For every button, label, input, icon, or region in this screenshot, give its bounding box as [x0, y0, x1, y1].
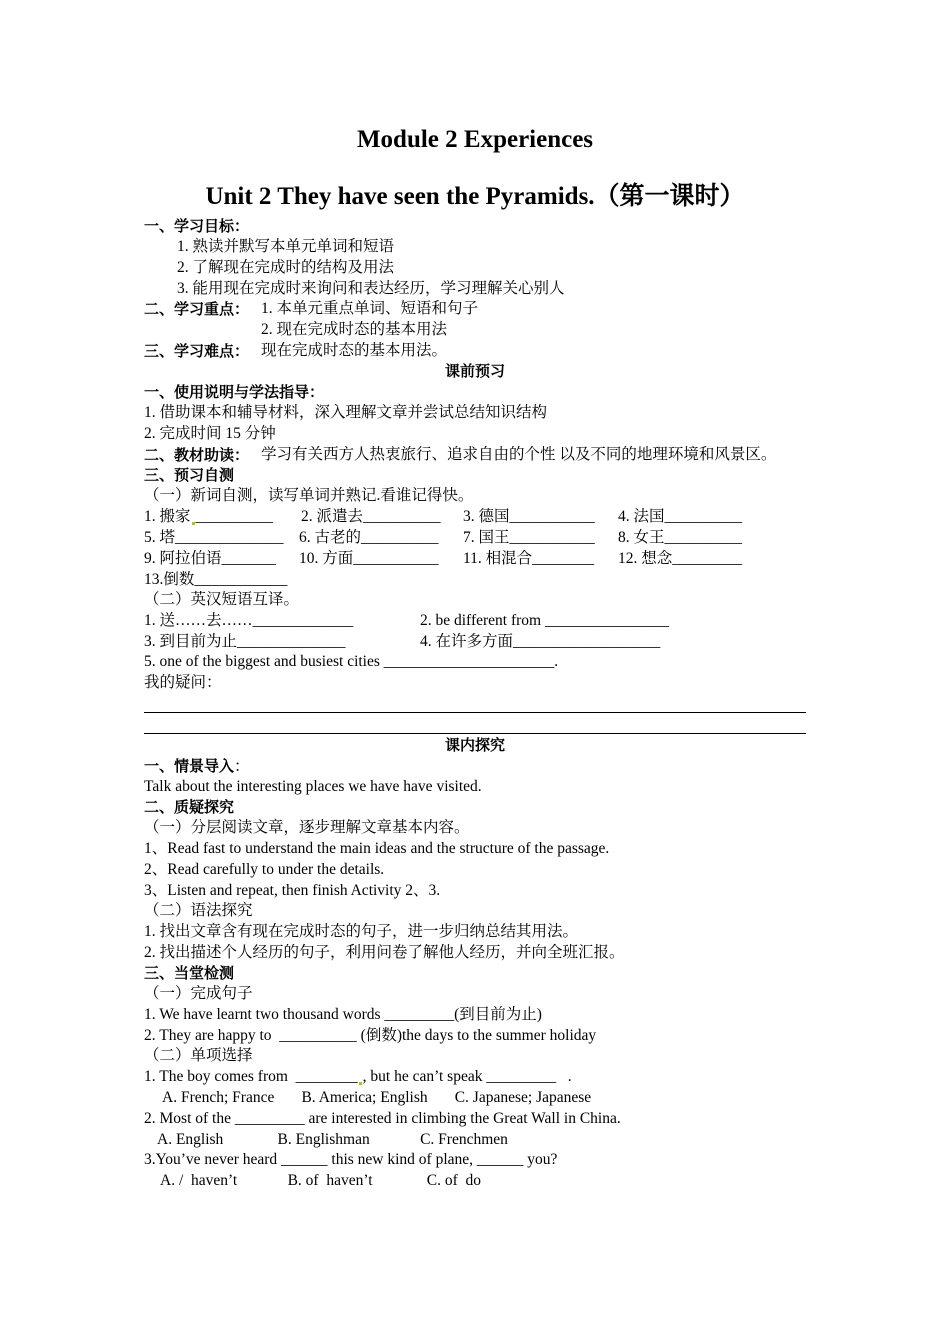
- test-heading: 三、当堂检测: [144, 964, 235, 982]
- vocab-item: 13.倒数____________: [144, 571, 288, 588]
- complete-item: 2. They are happy to __________ (倒数)the days to the summer holiday: [144, 1027, 597, 1044]
- objective-item: 2. 了解现在完成时的结构及用法: [177, 259, 395, 276]
- vocab-item: 8. 女王__________: [618, 529, 743, 546]
- phrase-item: 1. 送……去……_____________: [144, 612, 354, 629]
- guide-heading: 一、使用说明与学法指导：: [144, 383, 325, 401]
- vocab-item: 7. 国王___________: [463, 529, 595, 546]
- explore-heading: 二、质疑探究: [144, 798, 235, 816]
- phrase-item: 3. 到目前为止______________: [144, 633, 346, 650]
- reading-title: （一）分层阅读文章，逐步理解文章基本内容。: [144, 819, 470, 836]
- vocab-part-title: （一）新词自测，读写单词并熟记.看谁记得快。: [144, 487, 474, 504]
- objective-item: 1. 熟读并默写本单元单词和短语: [177, 238, 395, 255]
- material-text: 学习有关西方人热衷旅行、追求自由的个性 以及不同的地理环境和风景区。: [261, 446, 777, 463]
- key-points-heading: 二、学习重点：: [144, 300, 250, 318]
- selftest-heading: 三、预习自测: [144, 466, 235, 484]
- complete-title: （一）完成句子: [144, 985, 253, 1002]
- phrase-part-title: （二）英汉短语互译。: [144, 591, 300, 608]
- vocab-item: 11. 相混合________: [463, 550, 595, 567]
- vocab-item: 5. 塔______________: [144, 529, 284, 546]
- choice-options: A. English B. Englishman C. Frenchmen: [157, 1131, 508, 1148]
- unit-title: Unit 2 They have seen the Pyramids.（第一课时）: [205, 183, 745, 210]
- phrase-item: 4. 在许多方面___________________: [420, 633, 661, 650]
- choice-options: A. French; France B. America; English C. Japanese; Japanese: [162, 1089, 592, 1106]
- complete-item: 1. We have learnt two thousand words _________(到目前为止): [144, 1006, 542, 1023]
- module-title: Module 2 Experiences: [356, 126, 594, 153]
- green-mark-icon: [192, 522, 195, 525]
- difficulties-text: 现在完成时态的基本用法。: [261, 342, 448, 359]
- intro-text: Talk about the interesting places we have have visited.: [144, 778, 482, 795]
- material-heading: 二、教材助读：: [144, 446, 250, 464]
- questions-label: 我的疑问：: [144, 674, 222, 691]
- vocab-item: 3. 德国___________: [463, 508, 595, 525]
- difficulties-heading: 三、学习难点：: [144, 342, 250, 360]
- phrase-item: 5. one of the biggest and busiest cities ______________________.: [144, 653, 559, 670]
- grammar-item: 2. 找出描述个人经历的句子，利用问卷了解他人经历，并向全班汇报。: [144, 944, 625, 961]
- vocab-item: 2. 派遣去__________: [301, 508, 441, 525]
- key-point-item: 1. 本单元重点单词、短语和句子: [261, 300, 479, 317]
- grammar-title: （二）语法探究: [144, 902, 253, 919]
- preview-section-title: 课前预习: [444, 362, 505, 380]
- answer-line: [144, 712, 806, 713]
- vocab-item: 6. 古老的__________: [299, 529, 439, 546]
- choice-question: 2. Most of the _________ are interested in climbing the Great Wall in China.: [144, 1110, 621, 1127]
- vocab-item: 12. 想念_________: [618, 550, 743, 567]
- guide-item: 2. 完成时间 15 分钟: [144, 425, 276, 442]
- intro-heading: 一、情景导入：: [144, 757, 250, 775]
- choice-title: （二）单项选择: [144, 1047, 253, 1064]
- reading-item: 1、Read fast to understand the main ideas and the structure of the passage.: [144, 840, 610, 857]
- vocab-item: 10. 方面___________: [299, 550, 439, 567]
- vocab-item: 9. 阿拉伯语_______: [144, 550, 276, 567]
- inclass-section-title: 课内探究: [444, 736, 505, 754]
- choice-options: A. / haven’t B. of haven’t C. of do: [160, 1172, 482, 1189]
- vocab-item: 1. 搬家 __________: [144, 508, 274, 525]
- grammar-item: 1. 找出文章含有现在完成时态的句子，进一步归纳总结其用法。: [144, 923, 579, 940]
- reading-item: 3、Listen and repeat, then finish Activity 2、3.: [144, 882, 441, 899]
- key-point-item: 2. 现在完成时态的基本用法: [261, 321, 448, 338]
- choice-question: 3.You’ve never heard ______ this new kind of plane, ______ you?: [144, 1151, 558, 1168]
- answer-line: [144, 733, 806, 734]
- reading-item: 2、Read carefully to under the details.: [144, 861, 385, 878]
- vocab-item: 4. 法国__________: [618, 508, 743, 525]
- objectives-heading: 一、学习目标：: [144, 217, 250, 235]
- phrase-item: 2. be different from ________________: [420, 612, 669, 629]
- choice-question: 1. The boy comes from ________ , but he can’t speak _________ .: [144, 1068, 572, 1085]
- guide-item: 1. 借助课本和辅导材料，深入理解文章并尝试总结知识结构: [144, 404, 548, 421]
- green-mark-icon: [359, 1082, 362, 1085]
- objective-item: 3. 能用现在完成时来询问和表达经历，学习理解关心别人: [177, 280, 565, 297]
